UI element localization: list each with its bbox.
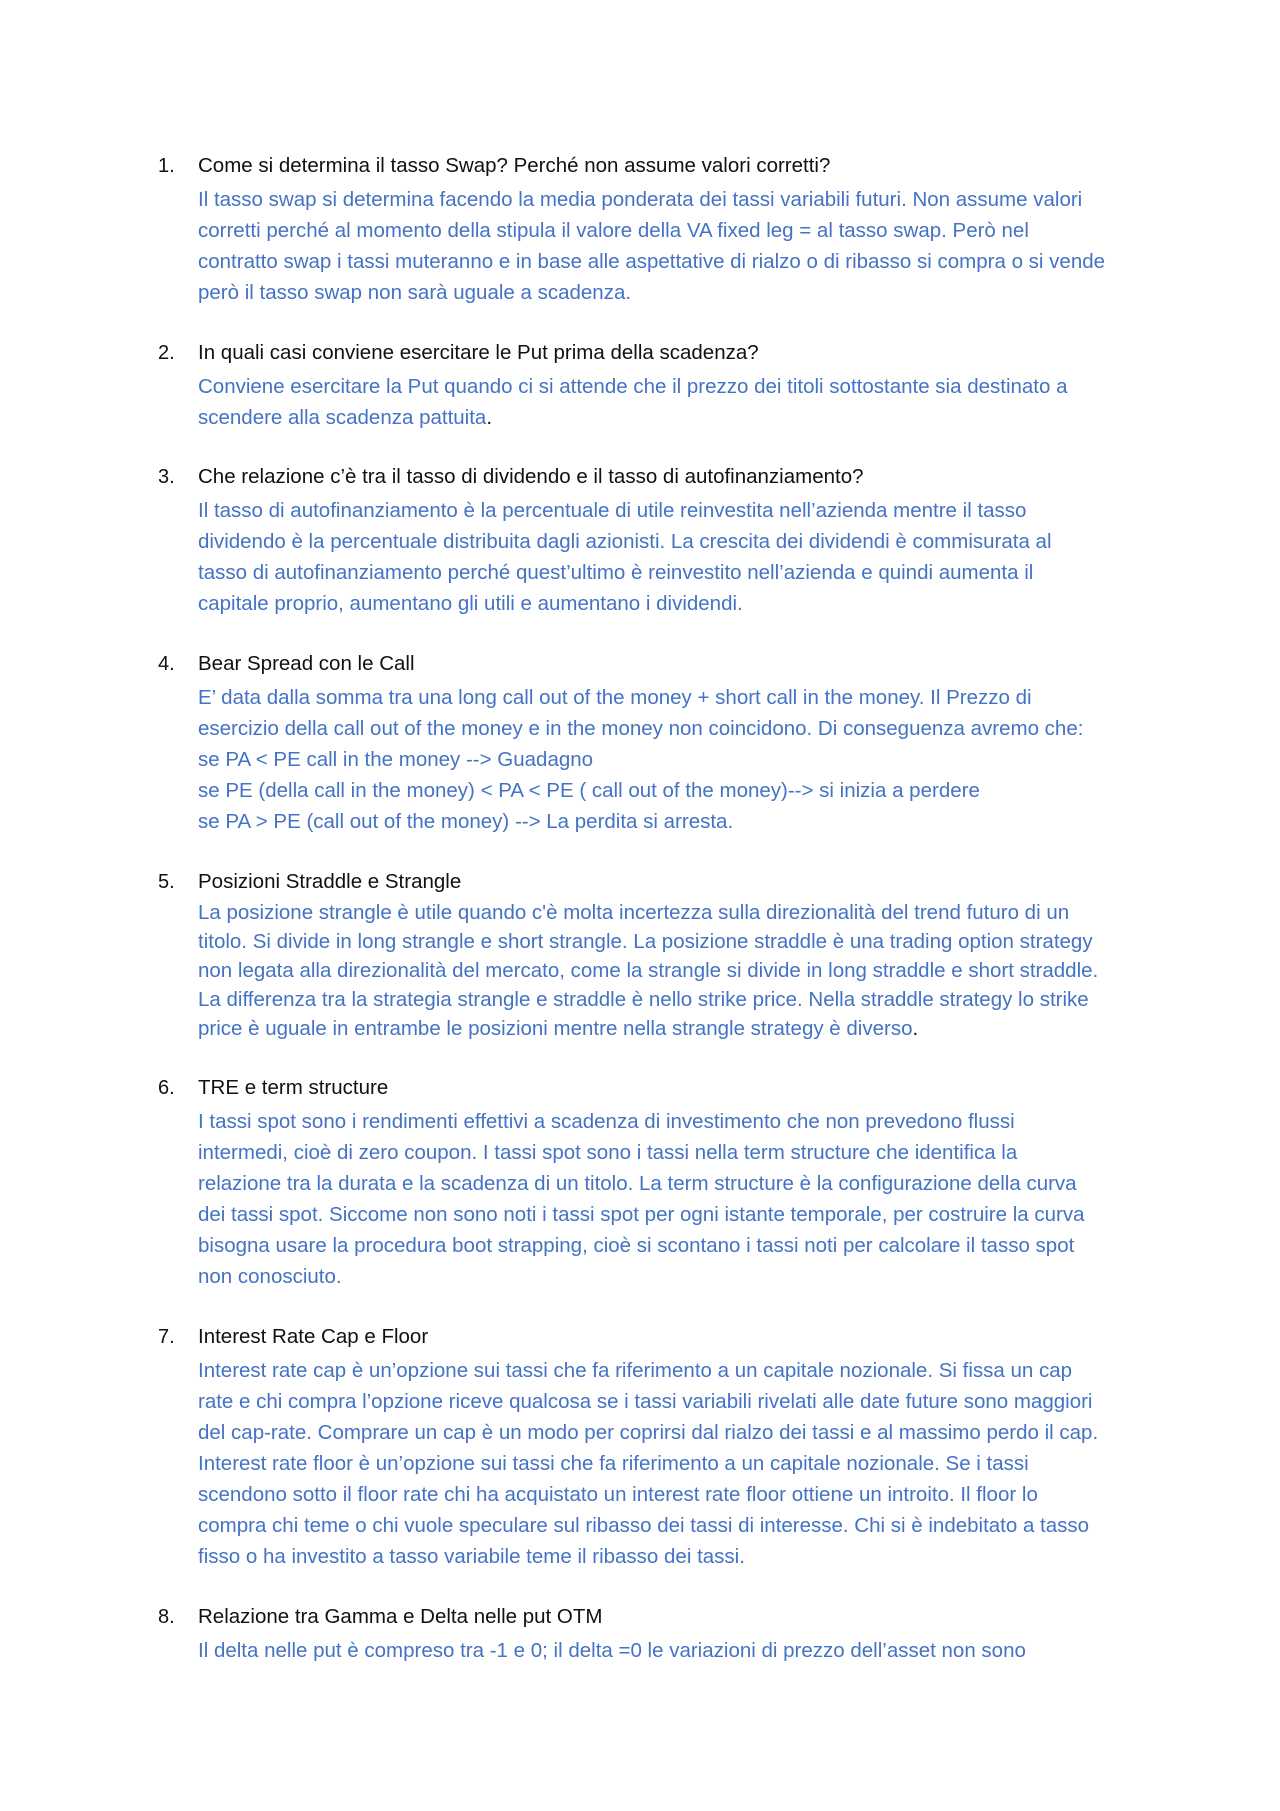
item-number: 5. (158, 871, 175, 893)
answer-block (198, 898, 1168, 1043)
answer-line: non conosciuto. (198, 1265, 342, 1288)
answer-line: Interest rate cap è un’opzione sui tassi che fa riferimento a un capitale nozionale. Si fissa un cap (198, 1359, 1073, 1382)
answer-line: titolo. Si divide in long strangle e short strangle. La posizione straddle è una trading option strategy (198, 930, 1093, 953)
item-number: 2. (158, 342, 175, 364)
answer-line (198, 1014, 1168, 1043)
item-number: 7. (158, 1326, 175, 1348)
answer-line: se PA < PE call in the money --> Guadagno (198, 748, 594, 771)
answer-line: Il tasso swap si determina facendo la media ponderata dei tassi variabili futuri. Non assume valori (198, 188, 1083, 211)
answer-line: esercizio della call out of the money e in the money non coincidono. Di conseguenza avremo che: (198, 717, 1084, 740)
answer-line: scendono sotto il floor rate chi ha acquistato un interest rate floor ottiene un introito. Il floor lo (198, 1483, 1038, 1506)
question-text: Relazione tra Gamma e Delta nelle put OTM (198, 1605, 603, 1628)
question-text: In quali casi conviene esercitare le Put prima della scadenza? (198, 341, 759, 364)
answer-line: corretti perché al momento della stipula il valore della VA fixed leg = al tasso swap. Però nel (198, 219, 1029, 242)
question-text: TRE e term structure (198, 1076, 389, 1099)
question-text: Che relazione c’è tra il tasso di dividendo e il tasso di autofinanziamento? (198, 465, 864, 488)
answer-line: Il tasso di autofinanziamento è la percentuale di utile reinvestita nell’azienda mentre il tasso (198, 499, 1027, 522)
answer-line: I tassi spot sono i rendimenti effettivi a scadenza di investimento che non prevedono flussi (198, 1110, 1015, 1133)
answer-line: però il tasso swap non sarà uguale a scadenza. (198, 281, 632, 304)
answer-line: se PE (della call in the money) < PA < PE ( call out of the money)--> si inizia a perdere (198, 779, 980, 802)
answer-block (198, 1635, 1168, 1666)
answer-line: La posizione strangle è utile quando c'è molta incertezza sulla direzionalità del trend futuro di un (198, 901, 1070, 924)
answer-line: contratto swap i tassi muteranno e in base alle aspettative di rialzo o di ribasso si compra o si vende (198, 250, 1106, 273)
answer-block (198, 184, 1168, 308)
trailing-period: . (486, 406, 493, 429)
answer-line-text: price è uguale in entrambe le posizioni mentre nella strangle strategy è diverso (198, 1017, 913, 1040)
answer-line: tasso di autofinanziamento perché quest’ultimo è reinvestito nell’azienda e quindi aumenta il (198, 561, 1034, 584)
answer-block (198, 1355, 1168, 1572)
answer-line-text: scendere alla scadenza pattuita (198, 406, 487, 429)
answer-line: fisso o ha investito a tasso variabile teme il ribasso dei tassi. (198, 1545, 745, 1568)
question-text: Come si determina il tasso Swap? Perché non assume valori corretti? (198, 154, 831, 177)
answer-line: Conviene esercitare la Put quando ci si attende che il prezzo dei titoli sottostante sia destinato a (198, 375, 1068, 398)
answer-line: dei tassi spot. Siccome non sono noti i tassi spot per ogni istante temporale, per costruire la curva (198, 1203, 1085, 1226)
answer-line: bisogna usare la procedura boot strapping, cioè si scontano i tassi noti per calcolare il tasso spot (198, 1234, 1075, 1257)
answer-block (198, 495, 1168, 619)
answer-block (198, 682, 1168, 837)
answer-line: Interest rate floor è un’opzione sui tassi che fa riferimento a un capitale nozionale. Se i tassi (198, 1452, 1029, 1475)
answer-line: dividendo è la percentuale distribuita dagli azionisti. La crescita dei dividendi è commisurata al (198, 530, 1052, 553)
answer-line: rate e chi compra l’opzione riceve qualcosa se i tassi variabili rivelati alle date future sono maggiori (198, 1390, 1093, 1413)
item-number: 4. (158, 653, 175, 675)
item-number: 1. (158, 155, 175, 177)
answer-line: del cap-rate. Comprare un cap è un modo per coprirsi dal rialzo dei tassi e al massimo perdo il cap. (198, 1421, 1099, 1444)
answer-line: non legata alla direzionalità del mercato, come la strangle si divide in long straddle e short straddle. (198, 959, 1099, 982)
question-text: Interest Rate Cap e Floor (198, 1325, 429, 1348)
answer-line: compra chi teme o chi vuole speculare sul ribasso dei tassi di interesse. Chi si è indebitato a tasso (198, 1514, 1090, 1537)
item-number: 6. (158, 1077, 175, 1099)
answer-block (198, 371, 1168, 433)
answer-line: intermedi, cioè di zero coupon. I tassi spot sono i tassi nella term structure che identifica la (198, 1141, 1018, 1164)
item-number: 8. (158, 1606, 175, 1628)
answer-block (198, 1106, 1168, 1292)
answer-line (198, 402, 1168, 433)
answer-line: E’ data dalla somma tra una long call out of the money + short call in the money. Il Prezzo di (198, 686, 1032, 709)
answer-line: Il delta nelle put è compreso tra -1 e 0; il delta =0 le variazioni di prezzo dell’asset non sono (198, 1639, 1026, 1662)
answer-line: La differenza tra la strategia strangle e straddle è nello strike price. Nella straddle strategy lo strike (198, 988, 1089, 1011)
question-text: Posizioni Straddle e Strangle (198, 870, 462, 893)
question-text: Bear Spread con le Call (198, 652, 415, 675)
item-number: 3. (158, 466, 175, 488)
answer-line: se PA > PE (call out of the money) --> La perdita si arresta. (198, 810, 734, 833)
trailing-period: . (912, 1017, 919, 1040)
answer-line: relazione tra la durata e la scadenza di un titolo. La term structure è la configurazione della curva (198, 1172, 1077, 1195)
answer-line: capitale proprio, aumentano gli utili e aumentano i dividendi. (198, 592, 743, 615)
